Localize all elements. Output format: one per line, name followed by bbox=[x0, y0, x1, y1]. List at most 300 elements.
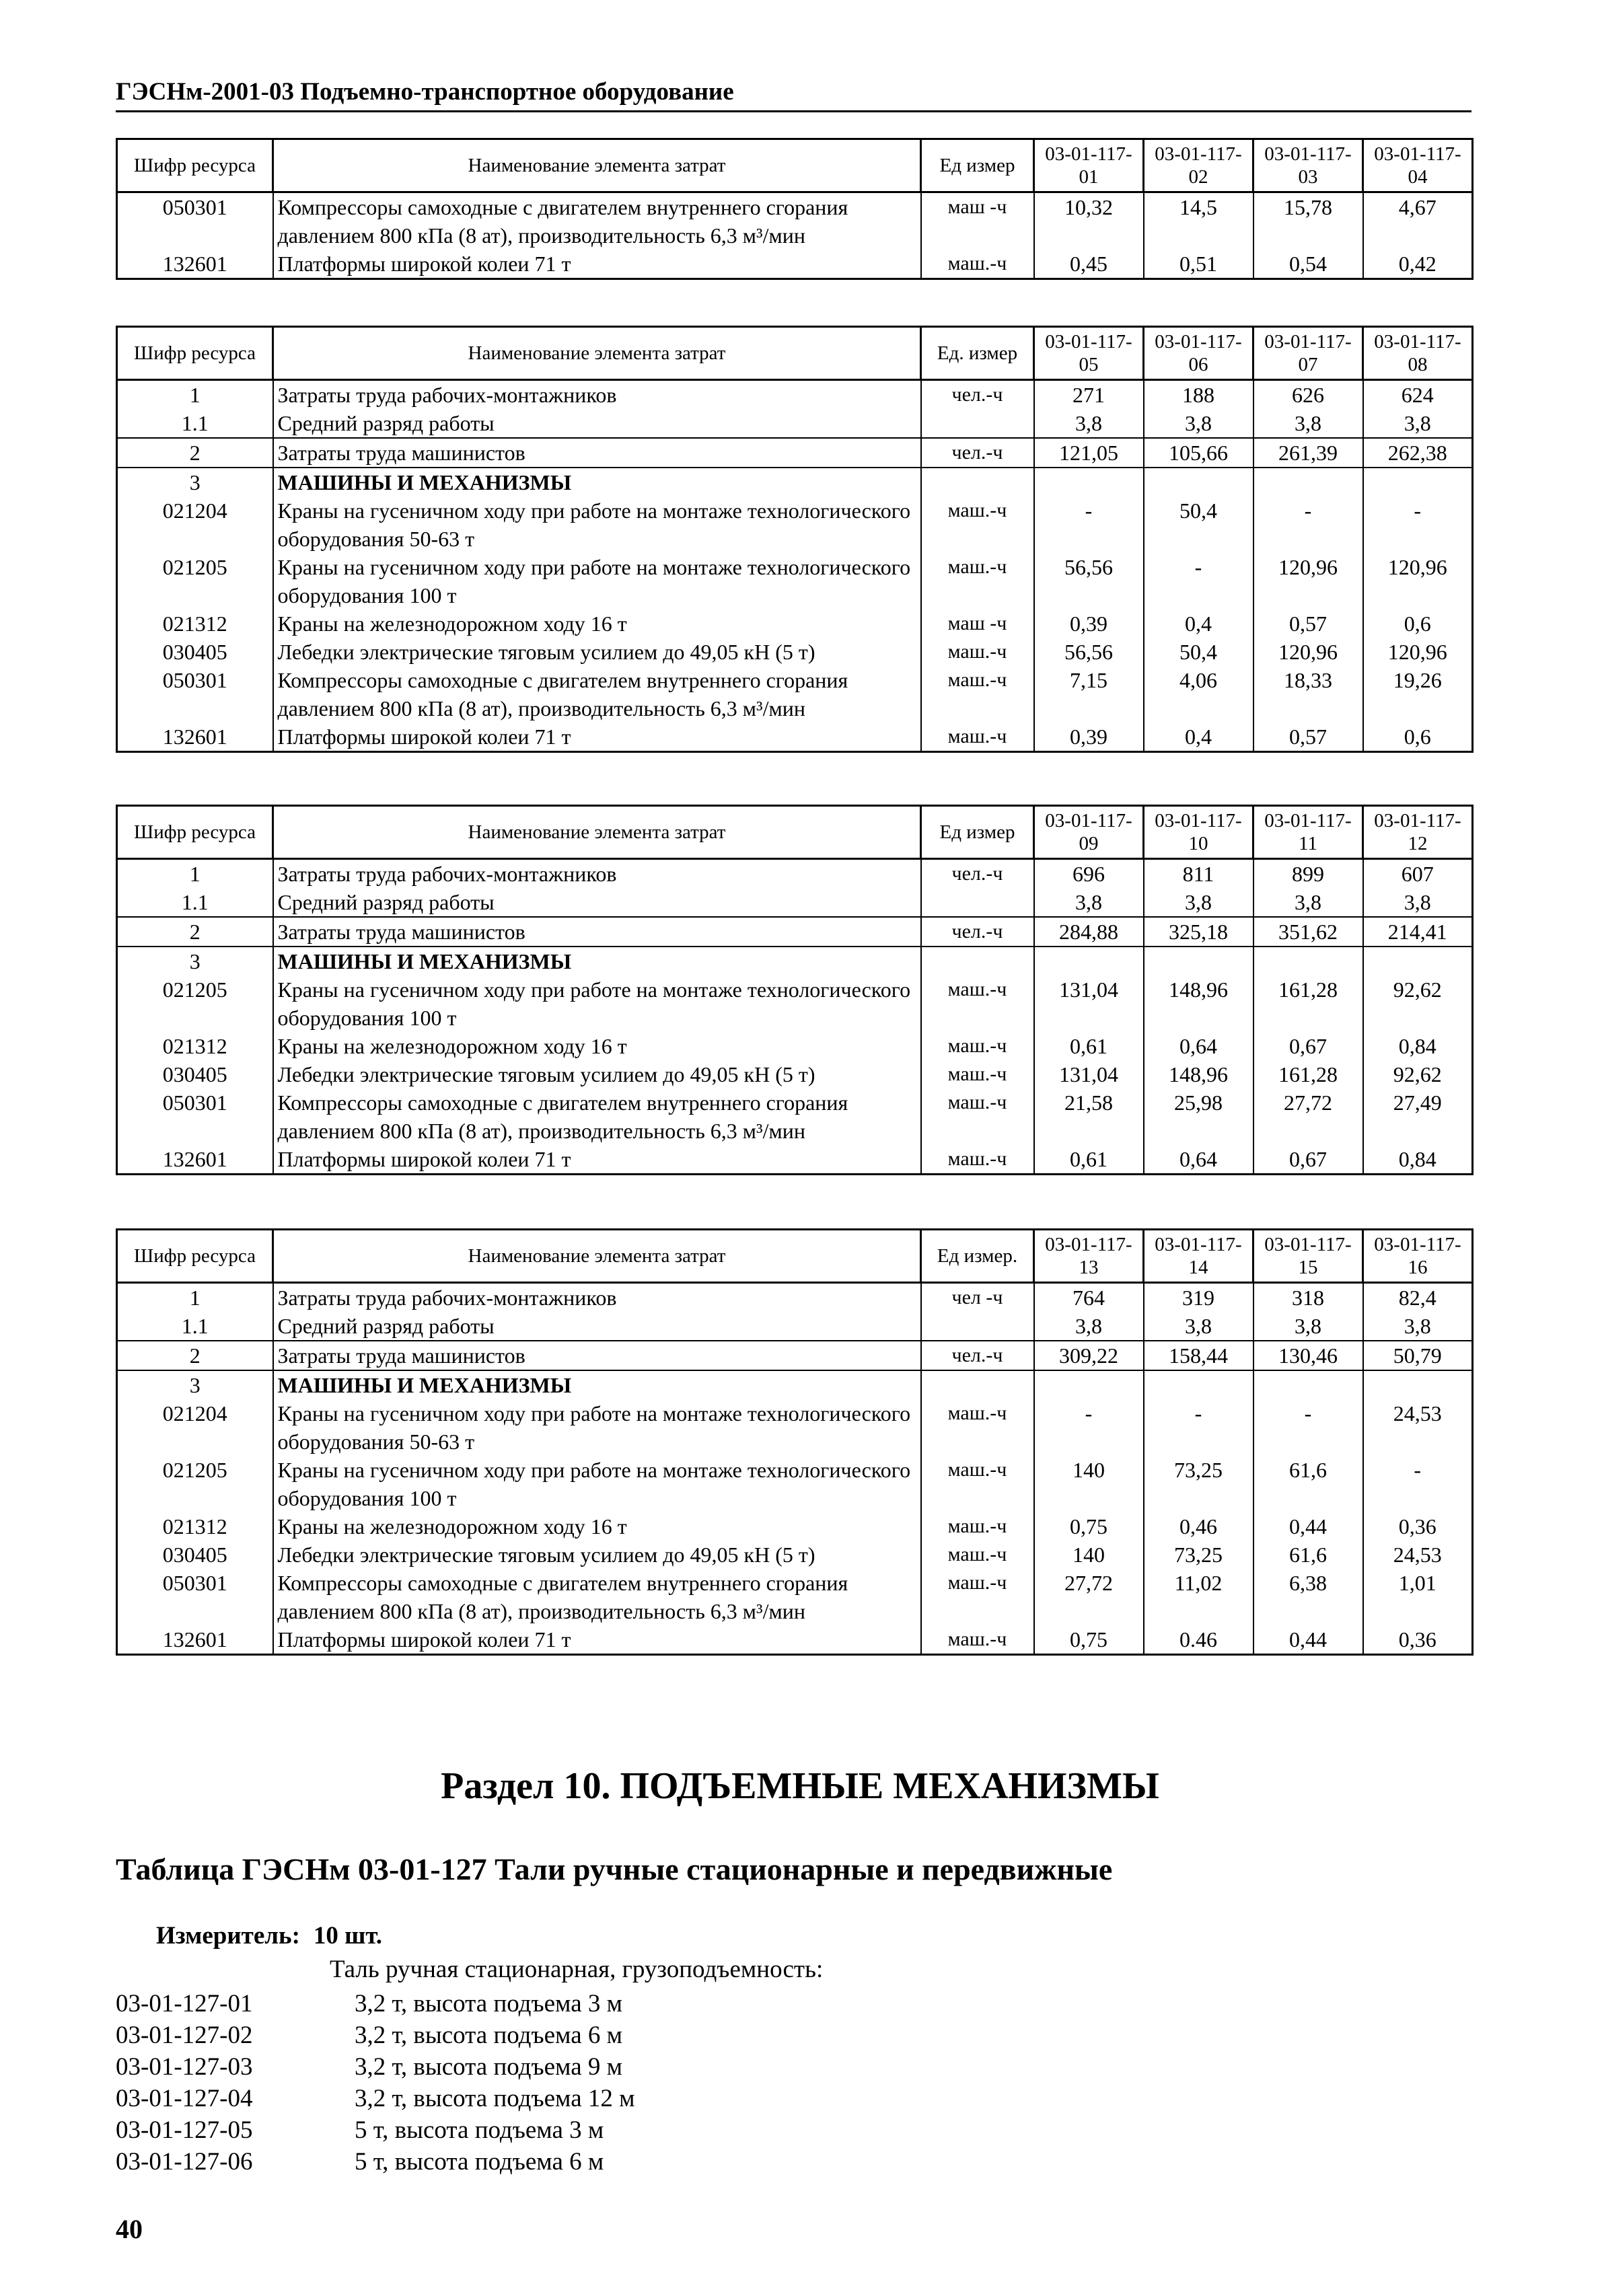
norm-item bbox=[116, 2083, 635, 2114]
norm-value: 50,79 bbox=[1363, 1341, 1473, 1370]
resource-code: 050301 bbox=[117, 666, 273, 723]
norm-value bbox=[1034, 947, 1144, 975]
resource-code: 1 bbox=[117, 859, 273, 889]
header-norm-code: 03-01-117-08 bbox=[1363, 327, 1473, 380]
table-row bbox=[117, 1512, 1473, 1541]
norm-value: 56,56 bbox=[1034, 553, 1144, 609]
resource-code: 030405 bbox=[117, 638, 273, 666]
table-row bbox=[117, 666, 1473, 723]
table-row bbox=[117, 468, 1473, 496]
table-row bbox=[117, 380, 1473, 410]
norm-value: 626 bbox=[1253, 380, 1363, 410]
unit: маш.-ч bbox=[921, 723, 1034, 752]
table-row bbox=[117, 888, 1473, 917]
table-row bbox=[117, 1145, 1473, 1175]
norm-value: 0,44 bbox=[1253, 1512, 1363, 1541]
cost-element-name: Затраты труда рабочих-монтажников bbox=[273, 859, 921, 889]
resource-code: 021204 bbox=[117, 1399, 273, 1456]
norm-value: 0,6 bbox=[1363, 609, 1473, 638]
header-code: Шифр ресурса bbox=[117, 327, 273, 380]
norm-value: 0,67 bbox=[1253, 1145, 1363, 1175]
norm-value: 0,45 bbox=[1034, 250, 1144, 279]
resource-code: 2 bbox=[117, 438, 273, 468]
norm-description: 3,2 т, высота подъема 6 м bbox=[355, 2022, 623, 2049]
norm-value: 148,96 bbox=[1144, 1060, 1253, 1088]
resource-code: 050301 bbox=[117, 1569, 273, 1625]
norm-value: 27,72 bbox=[1253, 1088, 1363, 1145]
cost-element-name: Краны на гусеничном ходу при работе на монтаже технологического оборудования 50-63 т bbox=[273, 1399, 921, 1456]
norm-value: 3,8 bbox=[1363, 1312, 1473, 1341]
norm-value: 120,96 bbox=[1253, 553, 1363, 609]
resource-code: 021312 bbox=[117, 609, 273, 638]
table-row bbox=[117, 250, 1473, 279]
norm-value: 14,5 bbox=[1144, 192, 1253, 250]
resource-code: 021205 bbox=[117, 553, 273, 609]
resource-code: 132601 bbox=[117, 1625, 273, 1655]
cost-element-name: Лебедки электрические тяговым усилием до 49,05 кН (5 т) bbox=[273, 1060, 921, 1088]
table-row bbox=[117, 409, 1473, 438]
norm-value: 148,96 bbox=[1144, 975, 1253, 1032]
resource-code: 2 bbox=[117, 917, 273, 947]
table-row bbox=[117, 553, 1473, 609]
norm-value: 899 bbox=[1253, 859, 1363, 889]
norm-value: 56,56 bbox=[1034, 638, 1144, 666]
resource-code: 3 bbox=[117, 947, 273, 975]
table-row bbox=[117, 975, 1473, 1032]
norm-value: 19,26 bbox=[1363, 666, 1473, 723]
table-row bbox=[117, 638, 1473, 666]
norm-value: - bbox=[1034, 496, 1144, 553]
cost-element-name: МАШИНЫ И МЕХАНИЗМЫ bbox=[273, 947, 921, 975]
header-norm-code: 03-01-117-06 bbox=[1144, 327, 1253, 380]
header-norm-code: 03-01-117-11 bbox=[1253, 806, 1363, 859]
cost-table-117-05-08 bbox=[116, 326, 1474, 753]
resource-code: 132601 bbox=[117, 1145, 273, 1175]
norm-value: 24,53 bbox=[1363, 1399, 1473, 1456]
norm-value: 261,39 bbox=[1253, 438, 1363, 468]
norm-value: - bbox=[1363, 496, 1473, 553]
norm-value: 0,57 bbox=[1253, 723, 1363, 752]
meter-value: 10 шт. bbox=[313, 1922, 383, 1950]
norm-value: 15,78 bbox=[1253, 192, 1363, 250]
unit: чел -ч bbox=[921, 1283, 1034, 1312]
norm-value: 92,62 bbox=[1363, 975, 1473, 1032]
cost-element-name: Компрессоры самоходные с двигателем внутреннего сгорания давлением 800 кПа (8 ат), производительность 6,3 м³/мин bbox=[273, 192, 921, 250]
cost-element-name: Лебедки электрические тяговым усилием до 49,05 кН (5 т) bbox=[273, 1541, 921, 1569]
header-name: Наименование элемента затрат bbox=[273, 1230, 921, 1283]
norm-list bbox=[116, 1988, 635, 2178]
norm-value: 121,05 bbox=[1034, 438, 1144, 468]
unit bbox=[921, 1370, 1034, 1399]
norm-value: 25,98 bbox=[1144, 1088, 1253, 1145]
norm-code: 03-01-127-01 bbox=[116, 1990, 253, 2017]
resource-code: 1 bbox=[117, 1283, 273, 1312]
norm-value: 764 bbox=[1034, 1283, 1144, 1312]
header-norm-code: 03-01-117-10 bbox=[1144, 806, 1253, 859]
table-row bbox=[117, 859, 1473, 889]
table-row bbox=[117, 1032, 1473, 1060]
norm-value: 1,01 bbox=[1363, 1569, 1473, 1625]
norm-value: 161,28 bbox=[1253, 975, 1363, 1032]
table-row bbox=[117, 917, 1473, 947]
norm-code: 03-01-127-02 bbox=[116, 2022, 253, 2049]
header-unit: Ед измер bbox=[921, 139, 1034, 192]
unit: маш.-ч bbox=[921, 496, 1034, 553]
resource-code: 132601 bbox=[117, 723, 273, 752]
norm-value: 0,64 bbox=[1144, 1032, 1253, 1060]
norm-item bbox=[116, 1988, 635, 2020]
norm-value: 0.46 bbox=[1144, 1625, 1253, 1655]
norm-value: 318 bbox=[1253, 1283, 1363, 1312]
unit: маш.-ч bbox=[921, 1060, 1034, 1088]
norm-value: 92,62 bbox=[1363, 1060, 1473, 1088]
norm-value: 0,67 bbox=[1253, 1032, 1363, 1060]
norm-value: 3,8 bbox=[1144, 888, 1253, 917]
cost-element-name: Средний разряд работы bbox=[273, 409, 921, 438]
cost-element-name: Компрессоры самоходные с двигателем внутреннего сгорания давлением 800 кПа (8 ат), производительность 6,3 м³/мин bbox=[273, 1088, 921, 1145]
unit: маш.-ч bbox=[921, 250, 1034, 279]
cost-element-name: Краны на железнодорожном ходу 16 т bbox=[273, 609, 921, 638]
norm-value bbox=[1363, 1370, 1473, 1399]
norm-item bbox=[116, 2051, 635, 2083]
norm-value: 624 bbox=[1363, 380, 1473, 410]
table-header-row bbox=[117, 139, 1473, 192]
norm-value: 27,72 bbox=[1034, 1569, 1144, 1625]
norm-value: 0,57 bbox=[1253, 609, 1363, 638]
norm-value: 3,8 bbox=[1363, 409, 1473, 438]
norm-value: 140 bbox=[1034, 1541, 1144, 1569]
resource-code: 050301 bbox=[117, 192, 273, 250]
table-header-row bbox=[117, 327, 1473, 380]
norm-value: 0,75 bbox=[1034, 1625, 1144, 1655]
resource-code: 3 bbox=[117, 468, 273, 496]
resource-code: 1 bbox=[117, 380, 273, 410]
norm-value: 0,84 bbox=[1363, 1145, 1473, 1175]
unit: чел.-ч bbox=[921, 917, 1034, 947]
header-unit: Ед измер. bbox=[921, 1230, 1034, 1283]
norm-value: 0,64 bbox=[1144, 1145, 1253, 1175]
header-norm-code: 03-01-117-16 bbox=[1363, 1230, 1473, 1283]
norm-value: 309,22 bbox=[1034, 1341, 1144, 1370]
header-norm-code: 03-01-117-02 bbox=[1144, 139, 1253, 192]
resource-code: 1.1 bbox=[117, 409, 273, 438]
table-row bbox=[117, 1541, 1473, 1569]
cost-element-name: Средний разряд работы bbox=[273, 1312, 921, 1341]
table-row bbox=[117, 723, 1473, 752]
unit bbox=[921, 947, 1034, 975]
norm-value: 262,38 bbox=[1363, 438, 1473, 468]
cost-element-name: Затраты труда машинистов bbox=[273, 917, 921, 947]
resource-code: 3 bbox=[117, 1370, 273, 1399]
norm-value: 0,44 bbox=[1253, 1625, 1363, 1655]
norm-value: 0,51 bbox=[1144, 250, 1253, 279]
cost-element-name: Платформы широкой колеи 71 т bbox=[273, 1145, 921, 1175]
table-header-row bbox=[117, 806, 1473, 859]
norm-value: - bbox=[1363, 1456, 1473, 1512]
table-row bbox=[117, 1625, 1473, 1655]
meter-line bbox=[156, 1921, 382, 1952]
norm-value: 10,32 bbox=[1034, 192, 1144, 250]
resource-code: 132601 bbox=[117, 250, 273, 279]
norm-value: 120,96 bbox=[1363, 553, 1473, 609]
meter-label: Измеритель: bbox=[156, 1922, 300, 1950]
header-code: Шифр ресурса bbox=[117, 139, 273, 192]
norm-value: 11,02 bbox=[1144, 1569, 1253, 1625]
norm-value: 319 bbox=[1144, 1283, 1253, 1312]
norm-value: 0,84 bbox=[1363, 1032, 1473, 1060]
cost-element-name: Затраты труда машинистов bbox=[273, 1341, 921, 1370]
norm-value: 188 bbox=[1144, 380, 1253, 410]
norm-value: 18,33 bbox=[1253, 666, 1363, 723]
table-row bbox=[117, 438, 1473, 468]
table-row bbox=[117, 1399, 1473, 1456]
cost-element-name: МАШИНЫ И МЕХАНИЗМЫ bbox=[273, 468, 921, 496]
norm-value bbox=[1363, 468, 1473, 496]
page-number: 40 bbox=[116, 2214, 143, 2244]
header-norm-code: 03-01-117-05 bbox=[1034, 327, 1144, 380]
norm-value: 73,25 bbox=[1144, 1541, 1253, 1569]
norm-value: 0,36 bbox=[1363, 1625, 1473, 1655]
norm-value bbox=[1253, 468, 1363, 496]
header-name: Наименование элемента затрат bbox=[273, 806, 921, 859]
cost-table-117-09-12 bbox=[116, 805, 1474, 1175]
norm-value: 50,4 bbox=[1144, 638, 1253, 666]
cost-element-name: Краны на гусеничном ходу при работе на монтаже технологического оборудования 50-63 т bbox=[273, 496, 921, 553]
cost-element-name: Платформы широкой колеи 71 т bbox=[273, 723, 921, 752]
unit: маш.-ч bbox=[921, 1032, 1034, 1060]
norm-value: 82,4 bbox=[1363, 1283, 1473, 1312]
norm-value: 0,61 bbox=[1034, 1145, 1144, 1175]
cost-element-name: Компрессоры самоходные с двигателем внутреннего сгорания давлением 800 кПа (8 ат), производительность 6,3 м³/мин bbox=[273, 1569, 921, 1625]
unit: маш.-ч bbox=[921, 666, 1034, 723]
unit: маш.-ч bbox=[921, 1145, 1034, 1175]
cost-element-name: Краны на гусеничном ходу при работе на монтаже технологического оборудования 100 т bbox=[273, 975, 921, 1032]
norm-value: 6,38 bbox=[1253, 1569, 1363, 1625]
norm-description: 3,2 т, высота подъема 3 м bbox=[355, 1990, 623, 2017]
norm-code: 03-01-127-03 bbox=[116, 2053, 253, 2081]
unit: маш.-ч bbox=[921, 975, 1034, 1032]
table-row bbox=[117, 609, 1473, 638]
norm-description: 3,2 т, высота подъема 12 м bbox=[355, 2085, 635, 2112]
norm-item bbox=[116, 2146, 635, 2178]
resource-code: 021205 bbox=[117, 1456, 273, 1512]
header-norm-code: 03-01-117-03 bbox=[1253, 139, 1363, 192]
header-norm-code: 03-01-117-13 bbox=[1034, 1230, 1144, 1283]
unit: маш.-ч bbox=[921, 1625, 1034, 1655]
unit: маш.-ч bbox=[921, 1088, 1034, 1145]
header-norm-code: 03-01-117-04 bbox=[1363, 139, 1473, 192]
norm-value: 3,8 bbox=[1253, 1312, 1363, 1341]
table-row bbox=[117, 192, 1473, 250]
header-norm-code: 03-01-117-14 bbox=[1144, 1230, 1253, 1283]
norm-value bbox=[1144, 947, 1253, 975]
resource-code: 050301 bbox=[117, 1088, 273, 1145]
running-header: ГЭСНм-2001-03 Подъемно-транспортное оборудование bbox=[116, 77, 1471, 112]
unit: маш.-ч bbox=[921, 1569, 1034, 1625]
norm-value: 21,58 bbox=[1034, 1088, 1144, 1145]
unit: маш.-ч bbox=[921, 1399, 1034, 1456]
cost-element-name: Краны на гусеничном ходу при работе на монтаже технологического оборудования 100 т bbox=[273, 553, 921, 609]
cost-element-name: Лебедки электрические тяговым усилием до 49,05 кН (5 т) bbox=[273, 638, 921, 666]
cost-element-name: Затраты труда рабочих-монтажников bbox=[273, 380, 921, 410]
norm-value: 325,18 bbox=[1144, 917, 1253, 947]
norm-value: 271 bbox=[1034, 380, 1144, 410]
table-row bbox=[117, 1283, 1473, 1312]
cost-element-name: МАШИНЫ И МЕХАНИЗМЫ bbox=[273, 1370, 921, 1399]
resource-code: 1.1 bbox=[117, 888, 273, 917]
table-row bbox=[117, 1341, 1473, 1370]
header-norm-code: 03-01-117-07 bbox=[1253, 327, 1363, 380]
header-unit: Ед. измер bbox=[921, 327, 1034, 380]
norm-value: 0,54 bbox=[1253, 250, 1363, 279]
norm-value: 105,66 bbox=[1144, 438, 1253, 468]
unit bbox=[921, 409, 1034, 438]
norm-value bbox=[1144, 1370, 1253, 1399]
norm-value: 131,04 bbox=[1034, 975, 1144, 1032]
norm-value: 0,61 bbox=[1034, 1032, 1144, 1060]
cost-element-name: Средний разряд работы bbox=[273, 888, 921, 917]
resource-code: 021204 bbox=[117, 496, 273, 553]
unit: маш -ч bbox=[921, 192, 1034, 250]
unit: чел.-ч bbox=[921, 859, 1034, 889]
table-row bbox=[117, 1569, 1473, 1625]
norm-value bbox=[1034, 468, 1144, 496]
unit: чел.-ч bbox=[921, 1341, 1034, 1370]
cost-table-117-01-04 bbox=[116, 138, 1474, 280]
unit: маш.-ч bbox=[921, 553, 1034, 609]
norm-value: 607 bbox=[1363, 859, 1473, 889]
norm-value: 3,8 bbox=[1034, 888, 1144, 917]
norm-item bbox=[116, 2114, 635, 2146]
unit bbox=[921, 468, 1034, 496]
norm-item bbox=[116, 2020, 635, 2051]
norm-value bbox=[1363, 947, 1473, 975]
unit: маш.-ч bbox=[921, 1456, 1034, 1512]
header-code: Шифр ресурса bbox=[117, 806, 273, 859]
norm-value: 0,4 bbox=[1144, 723, 1253, 752]
norm-value: 0,6 bbox=[1363, 723, 1473, 752]
cost-table-117-13-16 bbox=[116, 1228, 1474, 1656]
norm-value: 130,46 bbox=[1253, 1341, 1363, 1370]
table-header-row bbox=[117, 1230, 1473, 1283]
header-norm-code: 03-01-117-09 bbox=[1034, 806, 1144, 859]
resource-code: 021205 bbox=[117, 975, 273, 1032]
unit bbox=[921, 888, 1034, 917]
norm-value: 811 bbox=[1144, 859, 1253, 889]
cost-element-name: Краны на гусеничном ходу при работе на монтаже технологического оборудования 100 т bbox=[273, 1456, 921, 1512]
norm-value: 131,04 bbox=[1034, 1060, 1144, 1088]
norm-value: 50,4 bbox=[1144, 496, 1253, 553]
norm-value: 0,39 bbox=[1034, 723, 1144, 752]
unit bbox=[921, 1312, 1034, 1341]
norm-value: - bbox=[1253, 1399, 1363, 1456]
norm-value bbox=[1144, 468, 1253, 496]
header-name: Наименование элемента затрат bbox=[273, 327, 921, 380]
table-row bbox=[117, 947, 1473, 975]
table-row bbox=[117, 1088, 1473, 1145]
table-title: Таблица ГЭСНм 03-01-127 Тали ручные стационарные и передвижные bbox=[116, 1852, 1113, 1886]
section-title: Раздел 10. ПОДЪЕМНЫЕ МЕХАНИЗМЫ bbox=[441, 1765, 1159, 1807]
cost-element-name: Компрессоры самоходные с двигателем внутреннего сгорания давлением 800 кПа (8 ат), производительность 6,3 м³/мин bbox=[273, 666, 921, 723]
norm-value: 4,67 bbox=[1363, 192, 1473, 250]
norm-value: 351,62 bbox=[1253, 917, 1363, 947]
norm-value: 0,75 bbox=[1034, 1512, 1144, 1541]
resource-code: 021312 bbox=[117, 1032, 273, 1060]
table-row bbox=[117, 496, 1473, 553]
norm-value: 120,96 bbox=[1363, 638, 1473, 666]
norm-value: 0,42 bbox=[1363, 250, 1473, 279]
table-row bbox=[117, 1370, 1473, 1399]
cost-element-name: Краны на железнодорожном ходу 16 т bbox=[273, 1512, 921, 1541]
norm-value: 27,49 bbox=[1363, 1088, 1473, 1145]
header-name: Наименование элемента затрат bbox=[273, 139, 921, 192]
norm-value: 61,6 bbox=[1253, 1456, 1363, 1512]
cost-element-name: Платформы широкой колеи 71 т bbox=[273, 250, 921, 279]
norm-value: 158,44 bbox=[1144, 1341, 1253, 1370]
norm-value: 4,06 bbox=[1144, 666, 1253, 723]
norm-value: - bbox=[1034, 1399, 1144, 1456]
header-code: Шифр ресурса bbox=[117, 1230, 273, 1283]
norm-value: 0,46 bbox=[1144, 1512, 1253, 1541]
unit: маш.-ч bbox=[921, 1541, 1034, 1569]
norm-code: 03-01-127-06 bbox=[116, 2148, 253, 2176]
norm-value: 284,88 bbox=[1034, 917, 1144, 947]
unit: чел.-ч bbox=[921, 380, 1034, 410]
cost-element-name: Затраты труда машинистов bbox=[273, 438, 921, 468]
norm-value: - bbox=[1144, 1399, 1253, 1456]
norm-value: 3,8 bbox=[1034, 409, 1144, 438]
norm-value: 120,96 bbox=[1253, 638, 1363, 666]
header-unit: Ед измер bbox=[921, 806, 1034, 859]
norm-value bbox=[1034, 1370, 1144, 1399]
norm-value: 696 bbox=[1034, 859, 1144, 889]
header-norm-code: 03-01-117-12 bbox=[1363, 806, 1473, 859]
norm-value: 3,8 bbox=[1253, 409, 1363, 438]
norm-value: 214,41 bbox=[1363, 917, 1473, 947]
norm-value: 3,8 bbox=[1363, 888, 1473, 917]
norm-code: 03-01-127-04 bbox=[116, 2085, 253, 2112]
table-row bbox=[117, 1060, 1473, 1088]
cost-element-name: Краны на железнодорожном ходу 16 т bbox=[273, 1032, 921, 1060]
norm-code: 03-01-127-05 bbox=[116, 2116, 253, 2144]
norm-value: 0,36 bbox=[1363, 1512, 1473, 1541]
norm-description: 3,2 т, высота подъема 9 м bbox=[355, 2053, 623, 2081]
norm-value bbox=[1253, 947, 1363, 975]
resource-code: 030405 bbox=[117, 1541, 273, 1569]
resource-code: 1.1 bbox=[117, 1312, 273, 1341]
norm-description: 5 т, высота подъема 6 м bbox=[355, 2148, 604, 2176]
header-norm-code: 03-01-117-01 bbox=[1034, 139, 1144, 192]
norm-value: - bbox=[1144, 553, 1253, 609]
norm-value: 24,53 bbox=[1363, 1541, 1473, 1569]
norm-value: 0,4 bbox=[1144, 609, 1253, 638]
norm-value: 73,25 bbox=[1144, 1456, 1253, 1512]
norm-description: 5 т, высота подъема 3 м bbox=[355, 2116, 604, 2144]
unit: маш.-ч bbox=[921, 1512, 1034, 1541]
norm-value: 140 bbox=[1034, 1456, 1144, 1512]
table-row bbox=[117, 1456, 1473, 1512]
norm-value: 7,15 bbox=[1034, 666, 1144, 723]
resource-code: 2 bbox=[117, 1341, 273, 1370]
resource-code: 030405 bbox=[117, 1060, 273, 1088]
norm-value: 3,8 bbox=[1034, 1312, 1144, 1341]
norm-value: 61,6 bbox=[1253, 1541, 1363, 1569]
norm-value bbox=[1253, 1370, 1363, 1399]
unit: маш.-ч bbox=[921, 638, 1034, 666]
norm-value: - bbox=[1253, 496, 1363, 553]
norm-value: 0,39 bbox=[1034, 609, 1144, 638]
resource-code: 021312 bbox=[117, 1512, 273, 1541]
